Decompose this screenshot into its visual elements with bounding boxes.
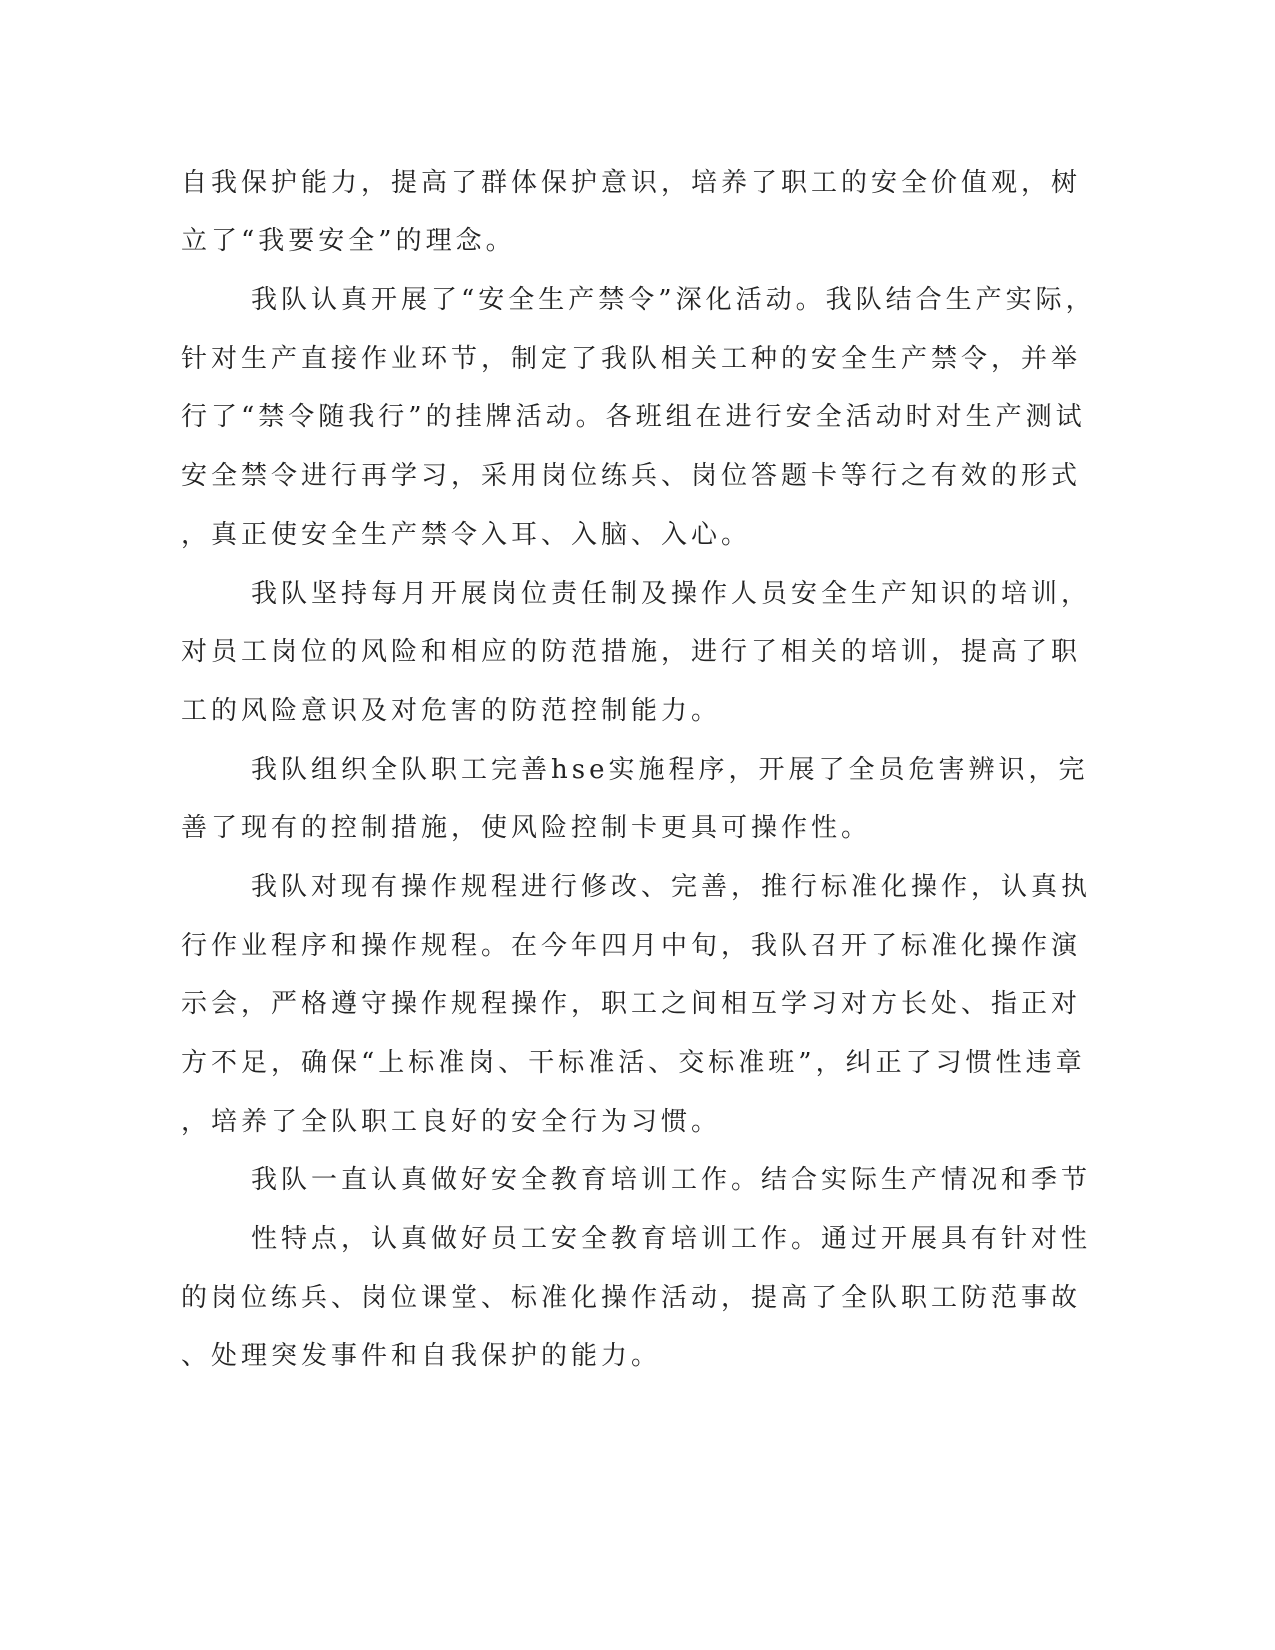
text-line: 我队认真开展了“安全生产禁令”深化活动。我队结合生产实际， [251,285,1096,315]
text-line: 善了现有的控制措施，使风险控制卡更具可操作性。 [181,813,872,843]
text-line: 针对生产直接作业环节，制定了我队相关工种的安全生产禁令，并举 [181,344,1082,374]
text-line: 、处理突发事件和自我保护的能力。 [181,1341,662,1371]
text-line: 安全禁令进行再学习，采用岗位练兵、岗位答题卡等行之有效的形式 [181,461,1082,491]
text-line: 我队对现有操作规程进行修改、完善，推行标准化操作，认真执 [251,872,1092,902]
text-line: 自我保护能力，提高了群体保护意识，培养了职工的安全价值观，树 [181,168,1082,198]
text-line: 示会，严格遵守操作规程操作，职工之间相互学习对方长处、指正对 [181,989,1082,1019]
text-line: 行作业程序和操作规程。在今年四月中旬，我队召开了标准化操作演 [181,931,1082,961]
text-line: 对员工岗位的风险和相应的防范措施，进行了相关的培训，提高了职 [181,637,1082,667]
text-line: 我队一直认真做好安全教育培训工作。结合实际生产情况和季节 [251,1165,1092,1195]
text-line: ，真正使安全生产禁令入耳、入脑、入心。 [181,520,752,550]
text-line: 我队组织全队职工完善hse实施程序，开展了全员危害辨识，完 [251,755,1089,785]
text-line: 我队坚持每月开展岗位责任制及操作人员安全生产知识的培训， [251,579,1092,609]
text-line: 立了“我要安全”的理念。 [181,226,516,256]
text-line: 性特点，认真做好员工安全教育培训工作。通过开展具有针对性 [251,1224,1092,1254]
text-line: 行了“禁令随我行”的挂牌活动。各班组在进行安全活动时对生产测试 [181,402,1086,432]
text-line: 工的风险意识及对危害的防范控制能力。 [181,696,722,726]
text-line: 方不足，确保“上标准岗、干标准活、交标准班”，纠正了习惯性违章 [181,1048,1086,1078]
text-line: ，培养了全队职工良好的安全行为习惯。 [181,1107,722,1137]
text-line: 的岗位练兵、岗位课堂、标准化操作活动，提高了全队职工防范事故 [181,1283,1082,1313]
